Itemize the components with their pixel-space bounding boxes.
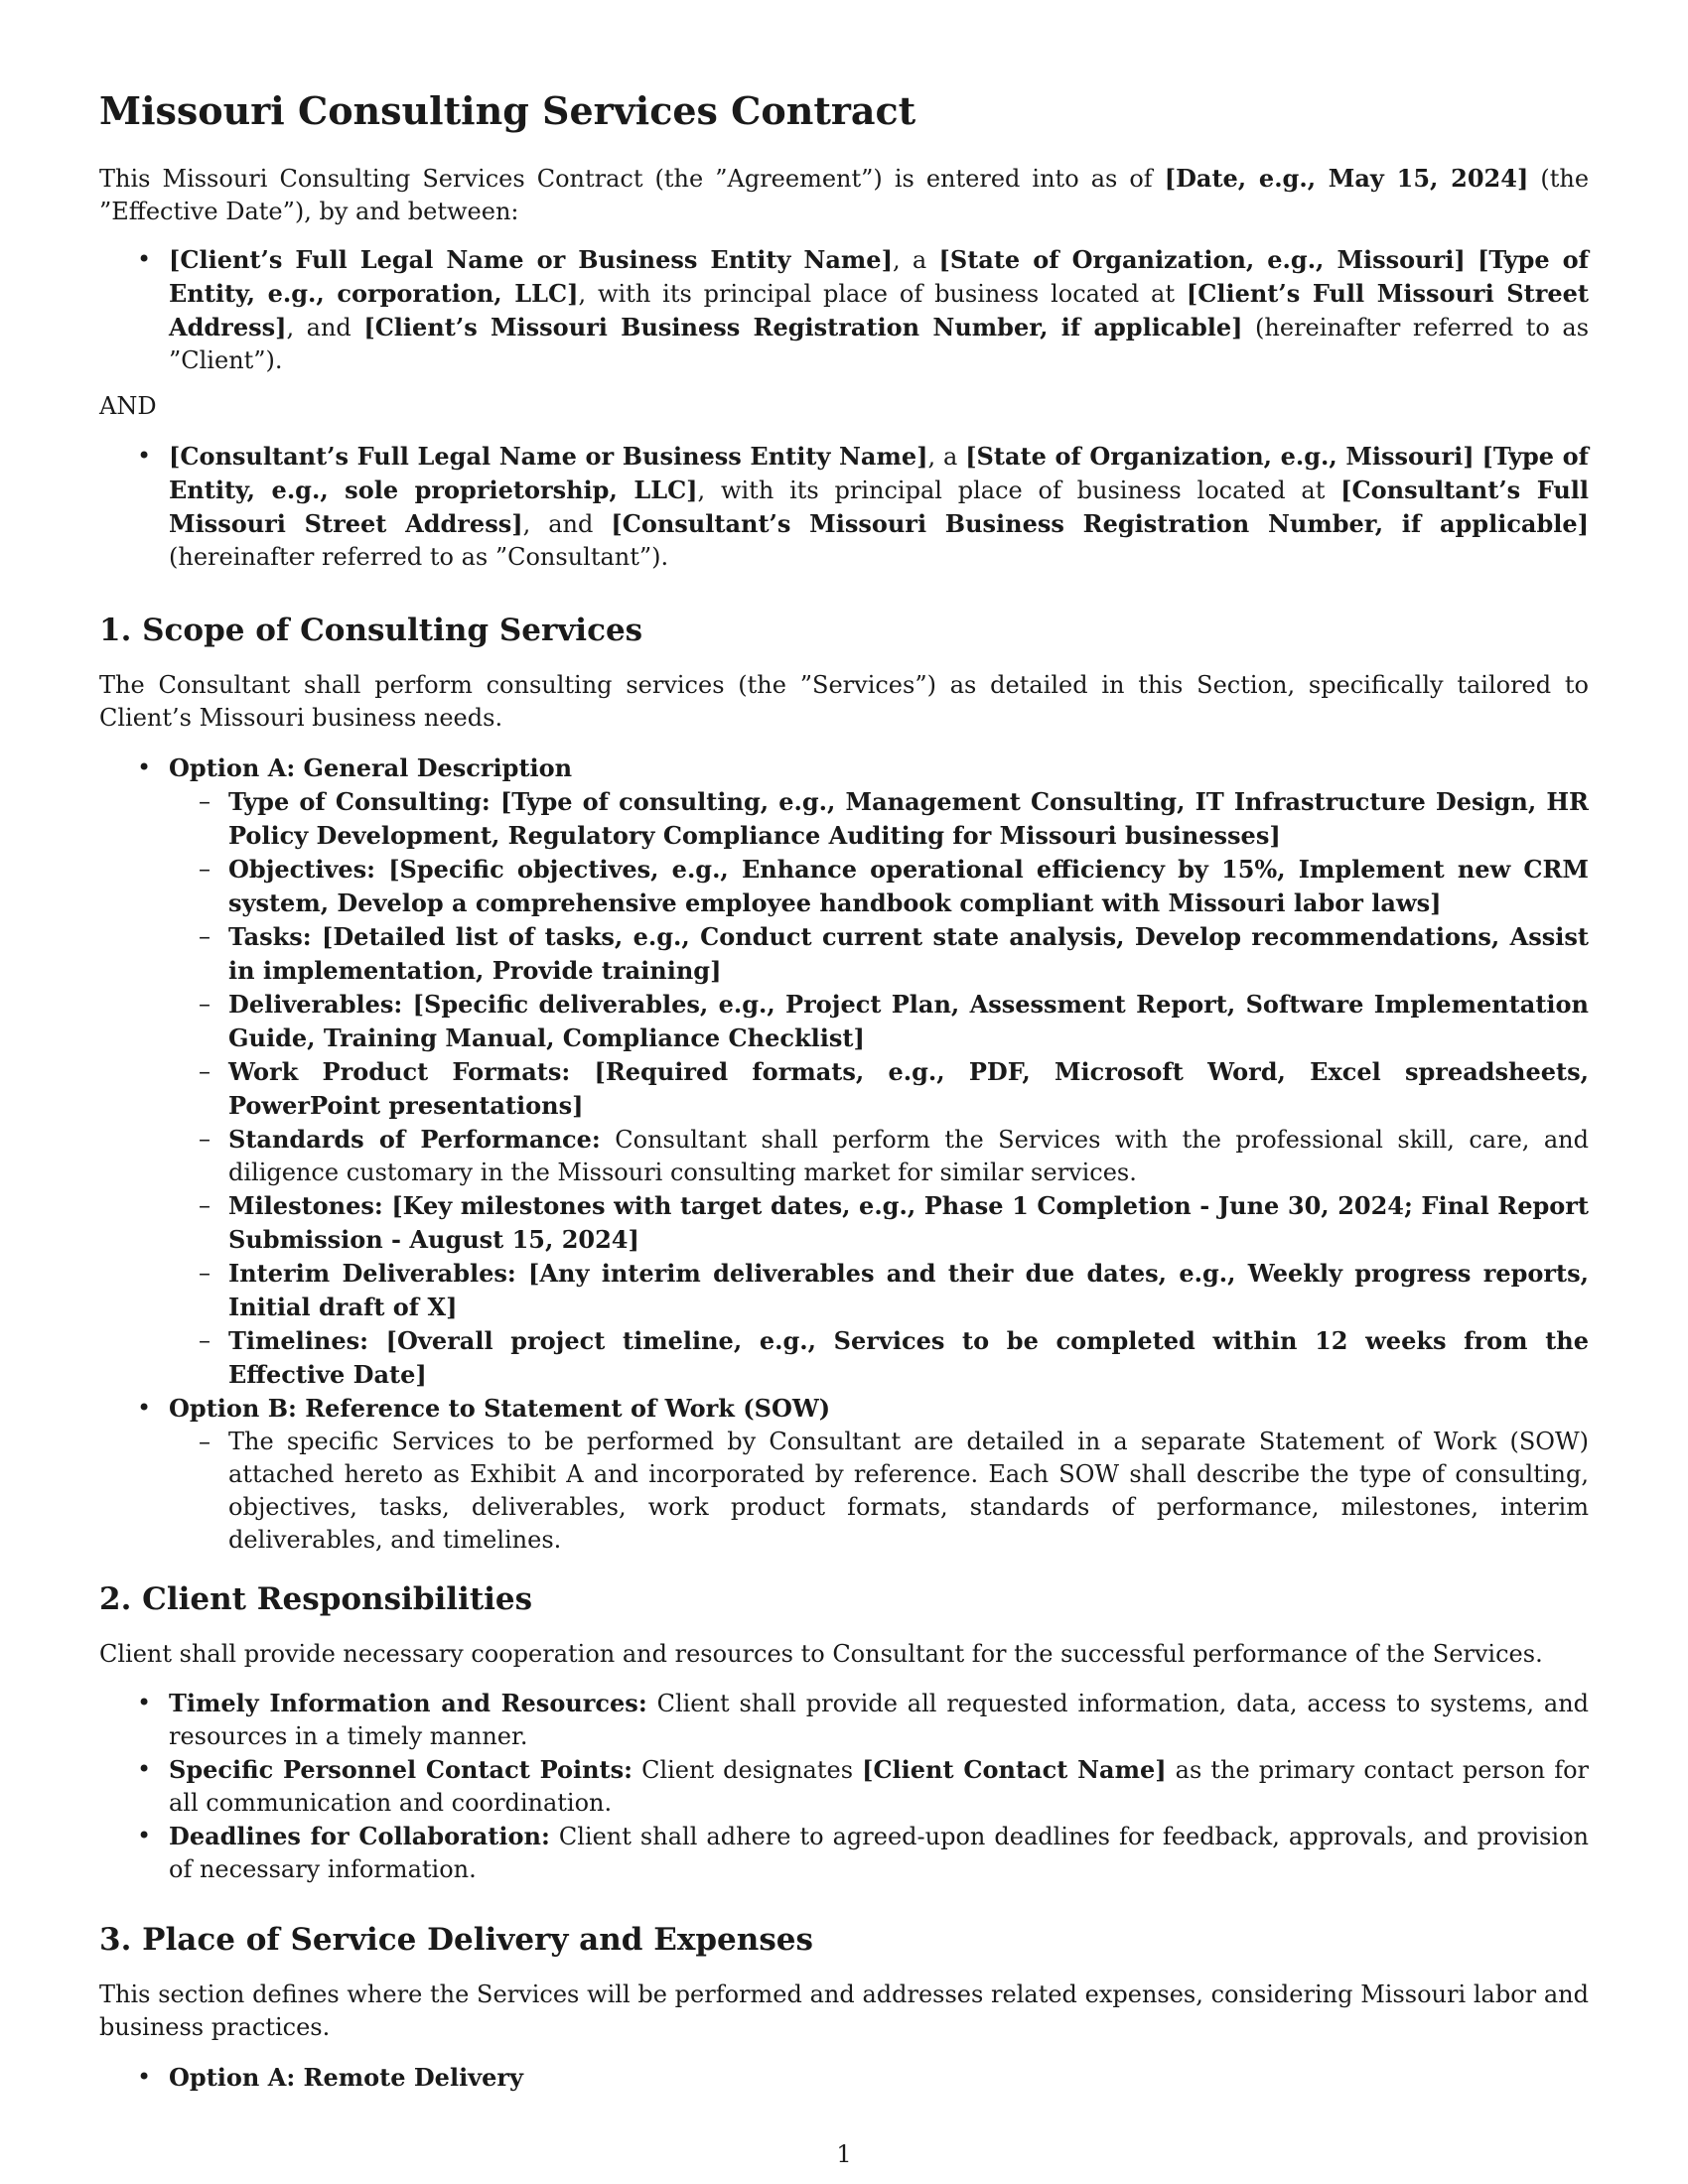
page-number: 1 xyxy=(836,2140,852,2168)
list-item: – Milestones: [Key milestones with target dates, e.g., Phase 1 Completion - June 30, 2024; Final Report Submission - August 15, 2024] xyxy=(199,1191,1589,1254)
option-a-item xyxy=(99,751,1589,1392)
option-b-label: Option B: Reference to Statement of Work (SOW) xyxy=(169,1394,831,1423)
section-1-options xyxy=(99,751,1589,1557)
bullet-icon: • xyxy=(137,1755,152,1783)
list-item: • Specific Personnel Contact Points: Client designates [Client Contact Name] as the primary contact person for all communication and coordination. xyxy=(137,1755,1589,1817)
section-3-heading: 3. Place of Service Delivery and Expenses xyxy=(99,1922,813,1958)
client-party-list xyxy=(99,243,1589,377)
bullet-icon: • xyxy=(137,442,152,470)
consultant-party-list xyxy=(99,440,1589,574)
option-a-sublist xyxy=(169,785,1589,1392)
bullet-icon: • xyxy=(137,1689,152,1716)
list-item: • Option A: Remote Delivery xyxy=(137,2063,523,2092)
option-b-sublist xyxy=(169,1426,1589,1557)
list-item: – The specific Services to be performed by Consultant are detailed in a separate Statement of Work (SOW) attached hereto as Exhibit A and incorporated by reference. Each SOW shall describe the type of consulting, objectives, tasks, deliverables, work product formats, standards of performance, milestones, interim deliverables, and timelines. xyxy=(199,1428,1589,1554)
client-party-item: • [Client’s Full Legal Name or Business Entity Name], a [State of Organization, e.g., Missouri] [Type of Entity, e.g., corporation, LLC], with its principal place of business located at [Client’s Full Missouri Street Address], and [Client’s Missouri Business Registration Number, if applicable] (hereinafter referred to as ”Client”). xyxy=(137,245,1590,374)
intro-paragraph: This Missouri Consulting Services Contract (the ”Agreement”) is entered into as of [Date, e.g., May 15, 2024] (the ”Effective Date”), by and between: xyxy=(99,164,1590,225)
list-item: – Tasks: [Detailed list of tasks, e.g., Conduct current state analysis, Develop recommendations, Assist in implementation, Provide training] xyxy=(199,922,1590,985)
list-item: • Timely Information and Resources: Client shall provide all requested information, data, access to systems, and resources in a timely manner. xyxy=(137,1689,1590,1750)
option-a-label: Option A: General Description xyxy=(169,753,573,782)
bullet-icon: • xyxy=(137,753,152,781)
list-item: • Deadlines for Collaboration: Client shall adhere to agreed-upon deadlines for feedback, approvals, and provision of necessary information. xyxy=(137,1822,1589,1883)
option-b-item xyxy=(99,1392,1589,1557)
bullet-icon: • xyxy=(137,245,152,273)
document-page xyxy=(99,0,1589,2184)
list-item: – Standards of Performance: Consultant shall perform the Services with the professional skill, care, and diligence customary in the Missouri consulting market for similar services. xyxy=(199,1125,1589,1186)
section-2-intro: Client shall provide necessary cooperation and resources to Consultant for the successful performance of the Services. xyxy=(99,1640,1543,1668)
list-item: – Objectives: [Specific objectives, e.g., Enhance operational efficiency by 15%, Implement new CRM system, Develop a comprehensive employee handbook compliant with Missouri labor laws] xyxy=(199,855,1590,917)
list-item: – Work Product Formats: [Required formats, e.g., PDF, Microsoft Word, Excel spreadsheets, PowerPoint presentations] xyxy=(199,1057,1589,1120)
client-contact-placeholder: [Client Contact Name] xyxy=(862,1755,1167,1784)
bullet-icon: • xyxy=(137,1394,152,1422)
and-separator: AND xyxy=(99,392,157,420)
section-2-heading: 2. Client Responsibilities xyxy=(99,1581,533,1617)
list-item: – Interim Deliverables: [Any interim deliverables and their due dates, e.g., Weekly progress reports, Initial draft of X] xyxy=(199,1259,1589,1321)
list-item: – Deliverables: [Specific deliverables, e.g., Project Plan, Assessment Report, Software Implementation Guide, Training Manual, Compliance Checklist] xyxy=(199,990,1589,1052)
section-1-intro: The Consultant shall perform consulting services (the ”Services”) as detailed in this Section, specifically tailored to Client’s Missouri business needs. xyxy=(99,671,1589,732)
section-3-intro: This section defines where the Services will be performed and addresses related expenses, considering Missouri labor and business practices. xyxy=(99,1980,1589,2041)
consultant-party-item: • [Consultant’s Full Legal Name or Business Entity Name], a [State of Organization, e.g., Missouri] [Type of Entity, e.g., sole proprietorship, LLC], with its principal place of business located at [Consultant’s Full Missouri Street Address], and [Consultant’s Missouri Business Registration Number, if applicable] (hereinafter referred to as ”Consultant”). xyxy=(137,442,1590,571)
section-2-list xyxy=(99,1687,1589,1886)
bullet-icon: • xyxy=(137,2063,152,2091)
document-title: Missouri Consulting Services Contract xyxy=(99,88,916,133)
effective-date-placeholder: [Date, e.g., May 15, 2024] xyxy=(1164,164,1529,193)
list-item: – Timelines: [Overall project timeline, e.g., Services to be completed within 12 weeks from the Effective Date] xyxy=(199,1326,1590,1389)
bullet-icon: • xyxy=(137,1822,152,1849)
section-3-list xyxy=(99,2061,1589,2095)
list-item: – Type of Consulting: [Type of consulting, e.g., Management Consulting, IT Infrastructure Design, HR Policy Development, Regulatory Compliance Auditing for Missouri businesses] xyxy=(199,787,1589,850)
section-1-heading: 1. Scope of Consulting Services xyxy=(99,613,643,648)
